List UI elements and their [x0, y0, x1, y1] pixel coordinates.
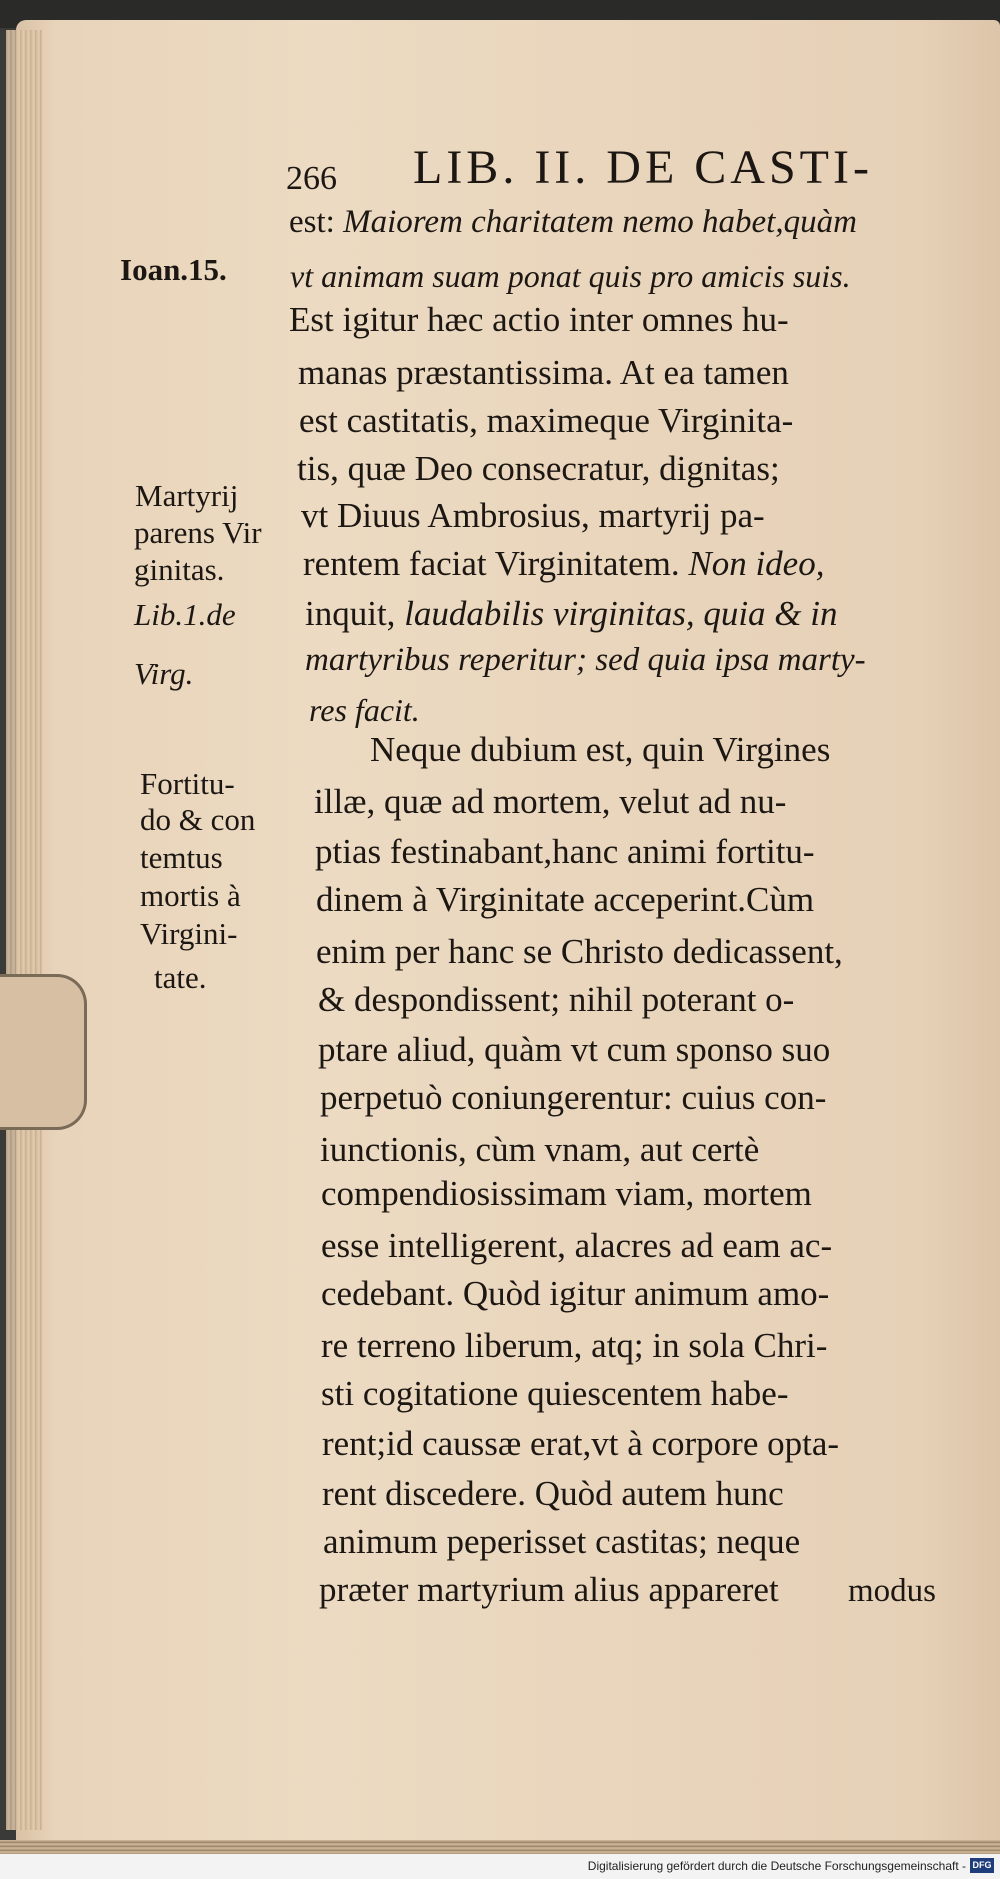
marginal-note: Fortitu-	[140, 766, 235, 801]
text-line: esse intelligerent, alacres ad eam ac-	[321, 1226, 833, 1265]
text-line: est castitatis, maximeque Virginita-	[299, 401, 794, 440]
text-line: & despondissent; nihil poterant o-	[318, 980, 795, 1019]
text-line: perpetuò coniungerentur: cuius con-	[320, 1078, 827, 1117]
marginal-note: ginitas.	[134, 552, 225, 587]
text-line: compendiosissimam viam, mortem	[321, 1174, 812, 1213]
marginal-note: tate.	[154, 960, 207, 995]
book-clasp	[0, 974, 87, 1130]
text-line: præter martyrium alius appareret	[319, 1570, 779, 1609]
catchword: modus	[848, 1573, 937, 1609]
marginal-note: mortis à	[140, 878, 241, 913]
marginal-note: parens Vir	[134, 515, 262, 550]
dfg-logo: DFG	[970, 1858, 994, 1873]
text-line: ptare aliud, quàm vt cum sponso suo	[318, 1030, 831, 1069]
text-line: est: Maiorem charitatem nemo habet,quàm	[289, 204, 857, 240]
text-line: dinem à Virginitate acceperint.Cùm	[316, 880, 815, 919]
digitization-credit: Digitalisierung gefördert durch die Deutsche Forschungsgemeinschaft -	[587, 1859, 966, 1873]
text-line: Neque dubium est, quin Virgines	[370, 730, 831, 769]
text-line: manas præstantissima. At ea tamen	[298, 353, 789, 392]
text-line: rentem faciat Virginitatem. Non ideo,	[303, 544, 825, 583]
text-line: enim per hanc se Christo dedicassent,	[316, 932, 843, 971]
running-head: LIB. II. DE CASTI-	[413, 141, 873, 194]
page-bottom-edge	[0, 1840, 1000, 1854]
text-line: Est igitur hæc actio inter omnes hu-	[289, 300, 789, 339]
text-line: re terreno liberum, atq; in sola Chri-	[321, 1326, 828, 1365]
marginal-note: do & con	[140, 802, 256, 837]
text-line: sti cogitatione quiescentem habe-	[321, 1374, 789, 1413]
text-line: res facit.	[309, 692, 420, 728]
page-number: 266	[286, 160, 337, 197]
text-line: rent;id caussæ erat,vt à corpore opta-	[322, 1424, 840, 1463]
text-line: ptias festinabant,hanc animi fortitu-	[315, 832, 815, 871]
text-line: vt animam suam ponat quis pro amicis suis.	[290, 258, 851, 294]
text-line: rent discedere. Quòd autem hunc	[322, 1474, 784, 1513]
text-line: vt Diuus Ambrosius, martyrij pa-	[301, 496, 765, 535]
text-line: inquit, laudabilis virginitas, quia & in	[305, 594, 838, 633]
text-line: martyribus reperitur; sed quia ipsa marty-	[305, 642, 866, 678]
text-line: tis, quæ Deo consecratur, dignitas;	[297, 449, 780, 488]
text-line: animum peperisset castitas; neque	[323, 1522, 801, 1561]
marginal-note: temtus	[140, 840, 223, 875]
page-edges	[6, 30, 42, 1830]
text-line: iunctionis, cùm vnam, aut certè	[320, 1130, 760, 1169]
marginal-note: Virgini-	[140, 916, 238, 951]
marginal-note: Virg.	[134, 656, 194, 691]
marginal-note: Lib.1.de	[134, 597, 236, 632]
text-line: cedebant. Quòd igitur animum amo-	[321, 1274, 830, 1313]
marginal-note: Ioan.15.	[120, 252, 227, 287]
marginal-note: Martyrij	[135, 478, 239, 513]
text-line: illæ, quæ ad mortem, velut ad nu-	[314, 782, 787, 821]
